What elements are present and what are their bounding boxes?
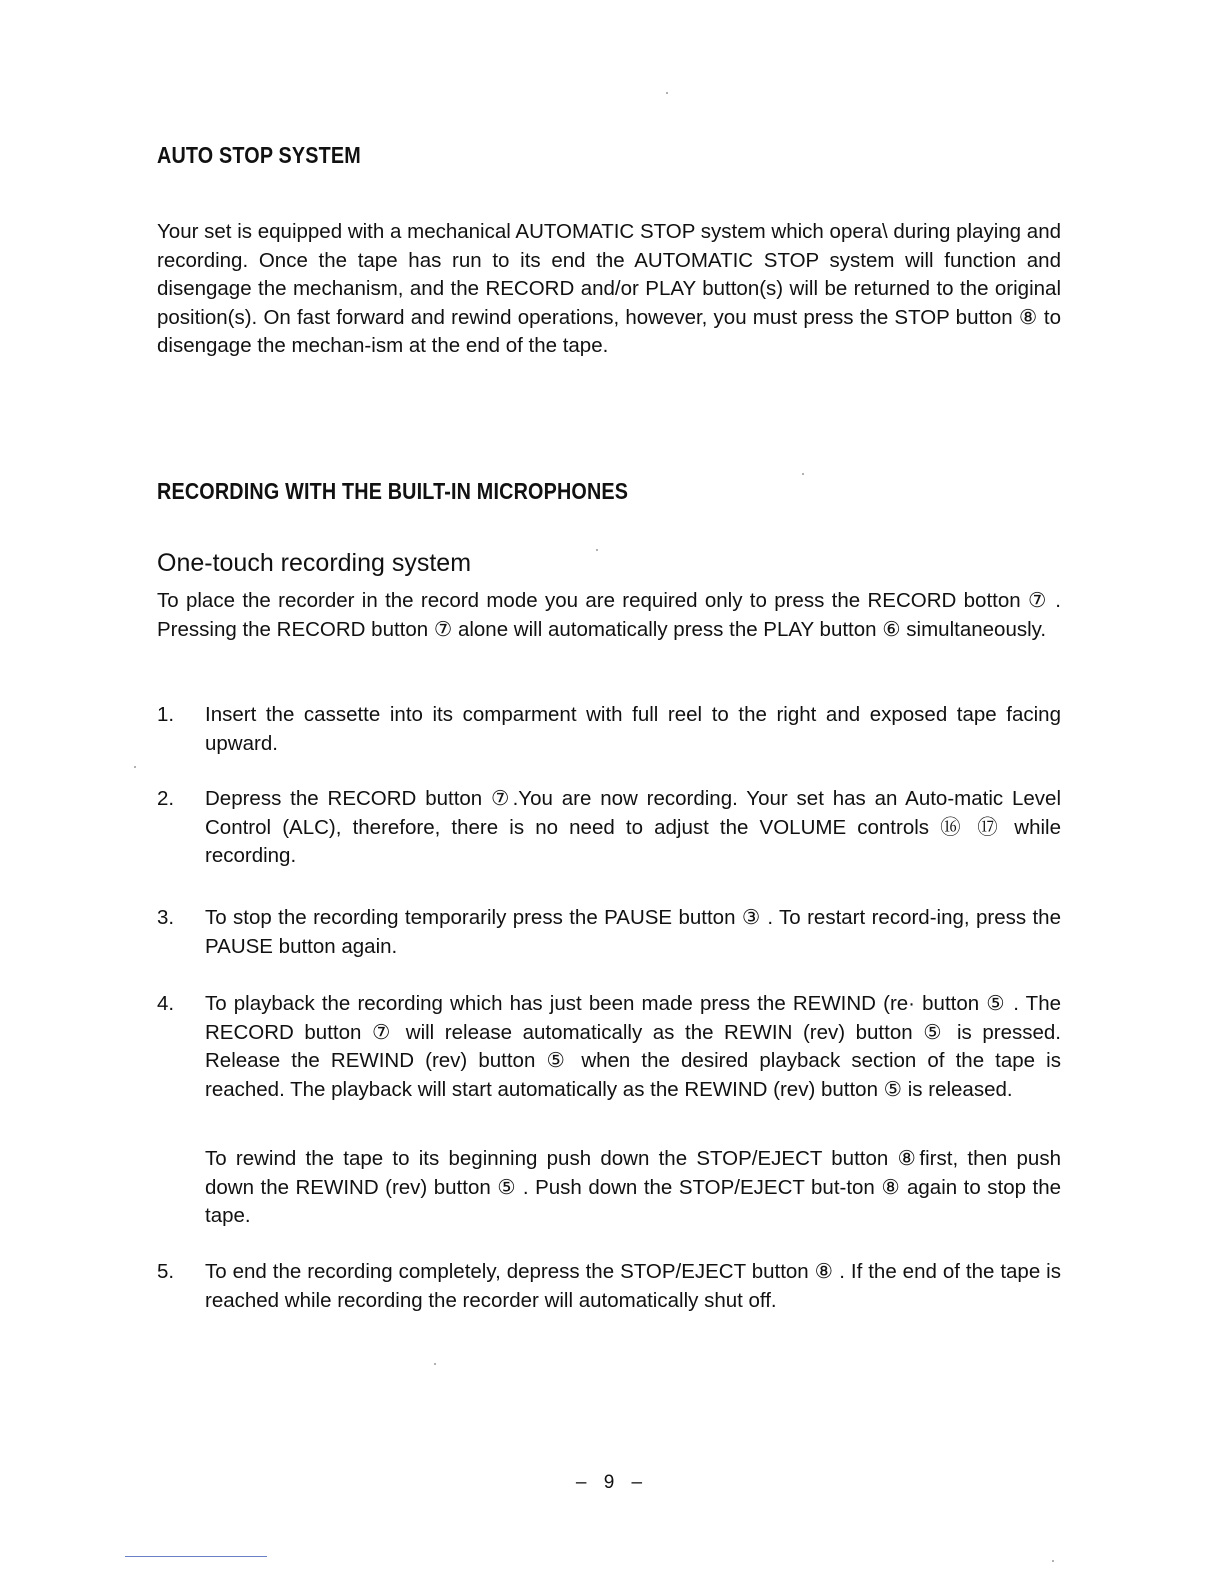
auto-stop-heading: AUTO STOP SYSTEM	[157, 142, 361, 168]
scan-speck	[134, 766, 136, 768]
scan-speck	[802, 473, 804, 475]
step-text: To playback the recording which has just been made press the REWIND (re· button ⑤ . The RECORD button ⑦ will release automatically as the REWIN (rev) button ⑤ is pressed. Release the REWIND (rev) button ⑤ when the desired playback section of the tape is reached. The playback will start automatically as the REWIND (rev) button ⑤ is released.	[205, 992, 1061, 1101]
step-text: To stop the recording temporarily press the PAUSE button ③ . To restart record-ing, press the PAUSE button again.	[205, 906, 1061, 958]
step-text: To end the recording completely, depress the STOP/EJECT button ⑧ . If the end of the tape is reached while recording the recorder will automatically shut off.	[205, 1260, 1061, 1312]
step-number: 5.	[157, 1260, 175, 1283]
step-number: 3.	[157, 906, 175, 929]
step-text: Depress the RECORD button ⑦.You are now recording. Your set has an Auto-matic Level Control (ALC), therefore, there is no need to adjust the VOLUME controls ⑯ ⑰ while recording.	[205, 787, 1061, 868]
step-number: 4.	[157, 992, 175, 1015]
scan-speck	[434, 1363, 436, 1365]
page-number: – 9 –	[575, 1472, 649, 1493]
scan-speck	[1052, 1560, 1054, 1562]
auto-stop-paragraph: Your set is equipped with a mechanical AUTOMATIC STOP system which opera\ during playing and recording. Once the tape has run to its end the AUTOMATIC STOP system will function and disengage the mechanism, and the RECORD and/or PLAY button(s) will be returned to the original position(s). On fast forward and rewind operations, however, you must press the STOP button ⑧ to disengage the mechan-ism at the end of the tape.	[157, 220, 1061, 358]
one-touch-intro-paragraph: To place the recorder in the record mode you are required only to press the RECORD botton ⑦ . Pressing the RECORD button ⑦ alone will automatically press the PLAY button ⑥ simultaneously.	[157, 589, 1061, 641]
step-text: Insert the cassette into its comparment with full reel to the right and exposed tape facing upward.	[205, 703, 1061, 755]
step-number: 2.	[157, 787, 175, 810]
recording-heading: RECORDING WITH THE BUILT-IN MICROPHONES	[157, 478, 629, 504]
step-number: 1.	[157, 703, 175, 726]
step-text-continued: To rewind the tape to its beginning push down the STOP/EJECT button ⑧first, then push down the REWIND (rev) button ⑤ . Push down the STOP/EJECT but-ton ⑧ again to stop the tape.	[205, 1147, 1061, 1228]
scan-speck	[666, 92, 668, 94]
scan-speck	[596, 549, 598, 551]
footer-divider	[125, 1556, 267, 1557]
one-touch-subheading: One-touch recording system	[157, 549, 472, 577]
